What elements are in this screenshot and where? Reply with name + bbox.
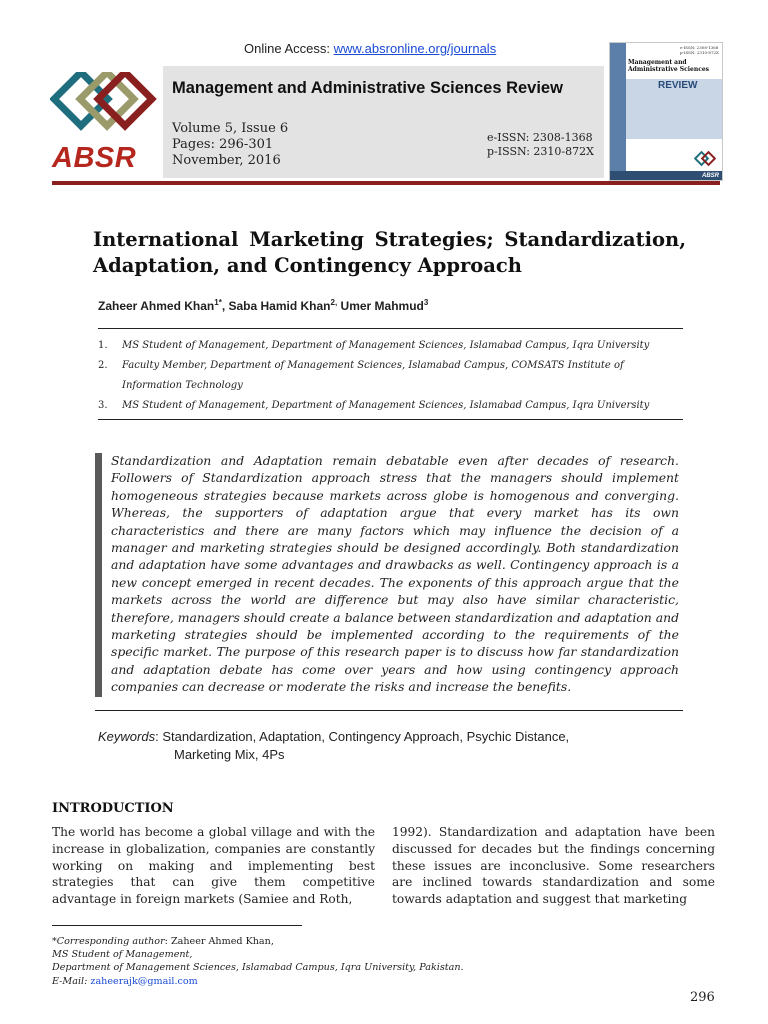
abstract: Standardization and Adaptation remain debatable even after decades of research. Followers of Standardization approach stress that the managers should implement homogeneous strategies because markets across globe is homogenous and converging. Whereas, the supporters of adaptation argue that every market has its own characteristics and there are many factors which may influence the decision of a manager and marketing strategies should be designed accordingly. Both standardization and adaptation have some advantages and drawbacks as well. Contingency approach is a new concept emerged in recent decades. The exponents of this approach argue that the markets across the world are difference but may also have similar characteristic, therefore, managers should create a balance between standardization and adaptation and marketing strategies should be implemented according to the requirements of the specific market. The purpose of this research paper is to discuss how far standardization and adaptation debate has come over years and how using contingency approach companies can decrease or moderate the risks and increase the benefits. bbox=[111, 453, 679, 695]
pages: Pages: 296-301 bbox=[172, 137, 274, 152]
absr-logo-text: ABSR bbox=[52, 142, 137, 174]
affiliations bbox=[98, 336, 683, 416]
affiliation-bottom-rule bbox=[98, 419, 683, 420]
cover-logo-icon bbox=[694, 151, 716, 169]
issn-info bbox=[487, 131, 594, 159]
cover-abbr: ABSR bbox=[701, 173, 719, 179]
absr-logo-icon bbox=[50, 72, 162, 142]
cover-issn: e-ISSN: 2308-1368 p-ISSN: 2310-872X bbox=[680, 45, 719, 55]
keywords-label: Keywords bbox=[98, 729, 156, 744]
introduction-heading: INTRODUCTION bbox=[52, 801, 174, 816]
eissn: e-ISSN: 2308-1368 bbox=[487, 131, 593, 144]
corresponding-label: *Corresponding author bbox=[52, 936, 165, 947]
affiliation-top-rule bbox=[98, 328, 683, 329]
affiliation-item: 3. MS Student of Management, Department of Management Sciences, Islamabad Campus, Iqra University bbox=[98, 400, 650, 411]
author-name: Zaheer Ahmed Khan bbox=[98, 299, 215, 313]
abstract-bottom-rule bbox=[95, 710, 683, 711]
volume-issue: Volume 5, Issue 6 bbox=[172, 121, 289, 136]
intro-right-column: 1992). Standardization and adaptation have been discussed for decades but the findings concerning these issues are inconclusive. Some researchers are inclined towards standardization and some towards adaptation and suggest that marketing bbox=[392, 825, 715, 907]
author-sup: 2, bbox=[330, 298, 338, 307]
footnote-rule bbox=[52, 925, 302, 926]
article-title: International Marketing Strategies; Standardization, Adaptation, and Contingency Approach bbox=[93, 228, 686, 277]
cover-review-label: REVIEW bbox=[658, 80, 698, 91]
corresponding-name: : Zaheer Ahmed Khan, bbox=[164, 936, 274, 947]
online-access-label: Online Access: bbox=[244, 41, 334, 56]
keywords-line2: Marketing Mix, 4Ps bbox=[174, 747, 285, 762]
author-sup: 3 bbox=[423, 298, 429, 307]
cover-title: Management and Administrative Sciences bbox=[628, 59, 710, 73]
keywords-line1: Standardization, Adaptation, Contingency Approach, Psychic Distance, bbox=[162, 729, 570, 744]
journal-title: Management and Administrative Sciences Review bbox=[172, 79, 563, 97]
affiliation-item: 1. MS Student of Management, Department of Management Sciences, Islamabad Campus, Iqra University bbox=[98, 340, 650, 351]
footnote-line3: Department of Management Sciences, Islamabad Campus, Iqra University, Pakistan. bbox=[52, 962, 464, 974]
affiliation-item: 2. Faculty Member, Department of Management Sciences, Islamabad Campus, COMSATS Institute of Information Technology bbox=[98, 360, 624, 391]
journal-url-link[interactable]: www.absronline.org/journals bbox=[333, 41, 497, 56]
corresponding-author-footnote bbox=[52, 935, 464, 988]
online-access bbox=[244, 41, 496, 56]
pissn: p-ISSN: 2310-872X bbox=[487, 145, 594, 158]
volume-info bbox=[172, 121, 288, 169]
footnote-line2: MS Student of Management, bbox=[52, 949, 193, 961]
intro-left-column: The world has become a global village and with the increase in globalization, companies are constantly working on making and implementing best strategies that can give them competitive advantage in foreign markets (Samiee and Roth, bbox=[52, 825, 375, 907]
publication-date: November, 2016 bbox=[172, 153, 281, 168]
email-link[interactable]: zaheerajk@gmail.com bbox=[90, 975, 198, 987]
email-label: E-Mail: bbox=[52, 975, 91, 987]
abstract-sidebar bbox=[95, 453, 102, 697]
header-divider bbox=[52, 181, 720, 185]
keywords: Keywords: Standardization, Adaptation, Contingency Approach, Psychic Distance, Marketing Mix, 4Ps bbox=[98, 728, 686, 764]
journal-cover-thumbnail bbox=[609, 42, 723, 181]
page-number: 296 bbox=[690, 990, 715, 1005]
author-name: Umer Mahmud bbox=[340, 299, 424, 313]
author-name: Saba Hamid Khan bbox=[228, 299, 331, 313]
author-sup: 1* bbox=[214, 298, 222, 307]
cover-side-band bbox=[610, 43, 626, 180]
author-list: Zaheer Ahmed Khan$^{1*}$, Saba Hamid Khan$^{2,}$ Umer Mahmud$^3$ bbox=[98, 298, 429, 313]
